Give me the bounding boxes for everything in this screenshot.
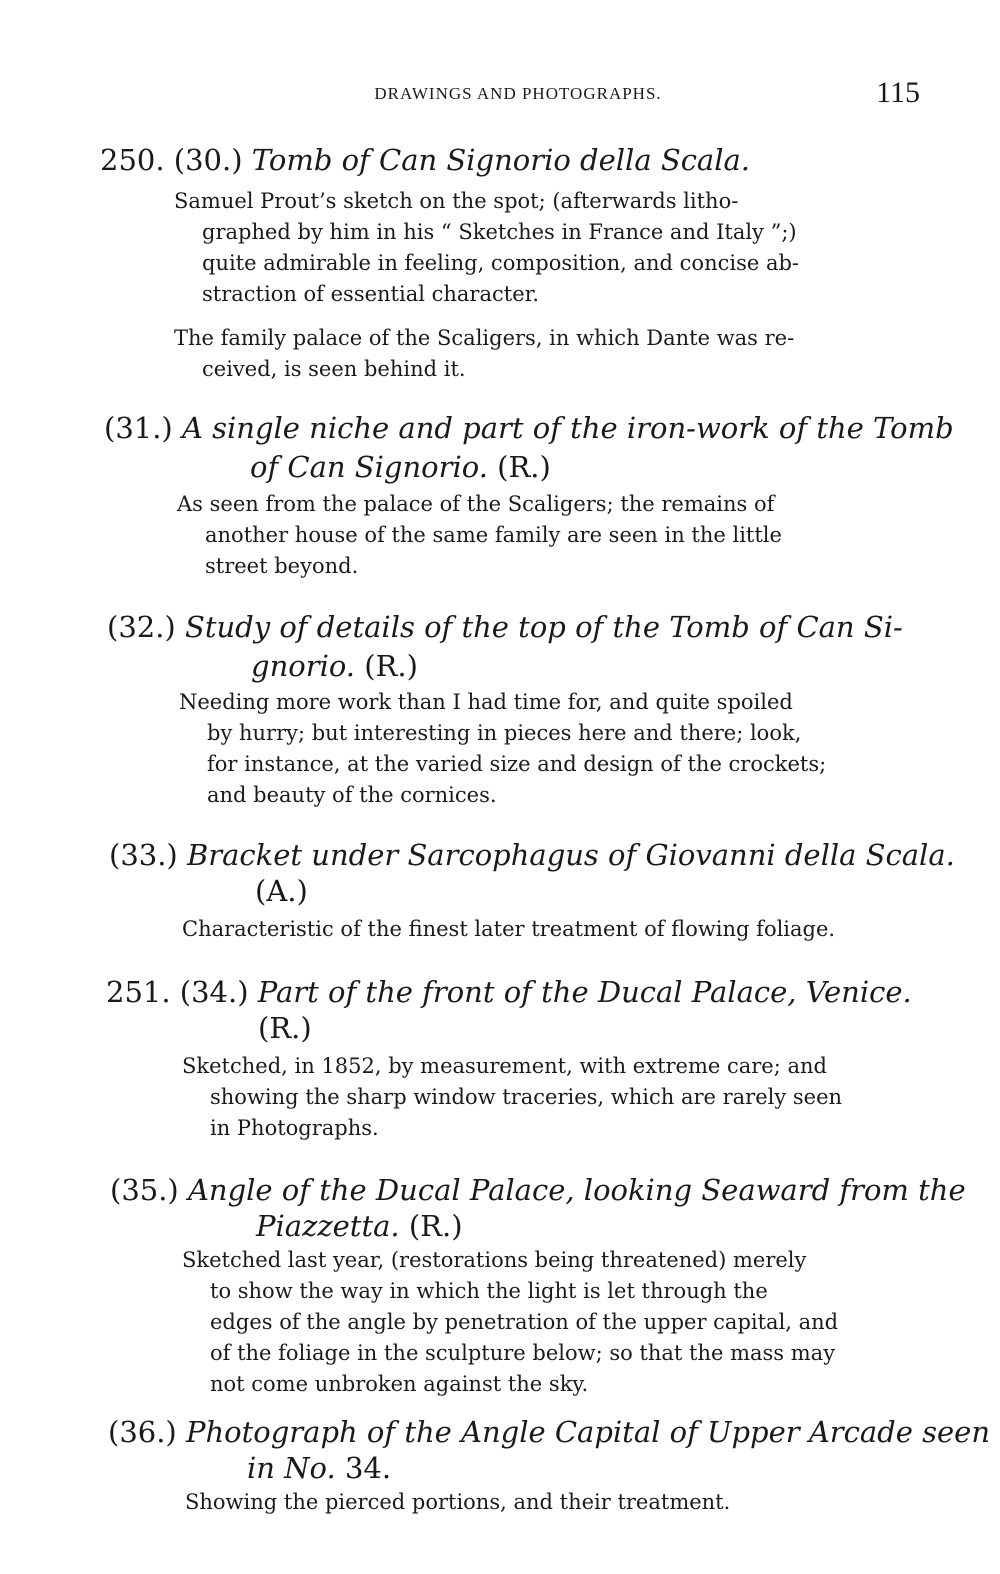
entry-description (182, 1051, 842, 1144)
entry-heading (108, 1414, 990, 1450)
entry-credit: (A.) (255, 874, 308, 908)
entry-heading (100, 142, 750, 178)
description-line: straction of essential character. (202, 282, 540, 306)
entry-description (185, 1487, 730, 1518)
description-line: Sketched, in 1852, by measurement, with extreme care; and (182, 1054, 827, 1078)
entry-title: A single niche and part of the iron-work of the Tomb (181, 411, 954, 445)
entry-title: Photograph of the Angle Capital of Upper Arcade seen (185, 1415, 991, 1449)
entry-subnumber: (34.) (179, 975, 249, 1009)
entry-heading-continued (247, 1450, 391, 1486)
description-line: Needing more work than I had time for, and quite spoiled (179, 690, 793, 714)
running-header (108, 78, 920, 118)
description-line: Samuel Prout’s sketch on the spot; (afterwards litho- (174, 189, 739, 213)
description-line: Sketched last year, (restorations being threatened) merely (182, 1248, 807, 1272)
entry-number: 250. (100, 143, 165, 177)
description-line: As seen from the palace of the Scaligers; the remains of (177, 492, 775, 516)
entry-heading-continued (251, 648, 418, 684)
entry-subnumber: (31.) (104, 411, 173, 445)
entry-description (179, 687, 826, 811)
entry-title: Angle of the Ducal Palace, looking Seaward from the (187, 1173, 966, 1207)
description-line: for instance, at the varied size and design of the crockets; (207, 752, 827, 776)
description-line: The family palace of the Scaligers, in which Dante was re- (174, 326, 795, 350)
entry-subnumber: (30.) (173, 143, 243, 177)
entry-credit: (R.) (497, 450, 551, 484)
description-line: by hurry; but interesting in pieces here and there; look, (207, 721, 802, 745)
description-line: showing the sharp window traceries, which are rarely seen (210, 1085, 843, 1109)
description-line: another house of the same family are seen in the little (205, 523, 782, 547)
entry-number: 251. (106, 975, 171, 1009)
entry-description (177, 489, 782, 582)
entry-heading (106, 974, 912, 1010)
entry-credit: (R.) (364, 649, 418, 683)
entry-heading (107, 609, 903, 645)
entry-subnumber: (33.) (109, 838, 178, 872)
entry-title: Tomb of Can Signorio della Scala. (251, 143, 751, 177)
entry-title: Study of details of the top of the Tomb of Can Si- (184, 610, 903, 644)
entry-subnumber: (35.) (110, 1173, 179, 1207)
entry-title-word: in (247, 1451, 275, 1485)
entry-title-continued: of Can Signorio. (250, 450, 488, 484)
entry-heading-continued (258, 1010, 312, 1046)
entry-title-continued: gnorio. (251, 649, 356, 683)
description-line: and beauty of the cornices. (207, 783, 497, 807)
running-title: DRAWINGS AND PHOTOGRAPHS. (374, 84, 662, 103)
entry-heading-continued (250, 449, 551, 485)
entry-description (182, 1245, 838, 1400)
description-line: in Photographs. (210, 1116, 379, 1140)
description-line: of the foliage in the sculpture below; so that the mass may (210, 1341, 836, 1365)
description-line: to show the way in which the light is let through the (210, 1279, 768, 1303)
entry-credit: (R.) (408, 1209, 463, 1243)
entry-credit: (R.) (258, 1011, 312, 1045)
description-line: ceived, is seen behind it. (202, 357, 466, 381)
entry-subnumber: (32.) (107, 610, 176, 644)
entry-title-continued: Piazzetta. (256, 1209, 400, 1243)
description-line: quite admirable in feeling, composition, and concise ab- (202, 251, 800, 275)
entry-heading (109, 837, 955, 873)
page-number: 115 (876, 76, 920, 109)
entry-title: Bracket under Sarcophagus of Giovanni della Scala. (186, 838, 955, 872)
entry-heading (110, 1172, 966, 1208)
entry-title-word: 34. (344, 1451, 392, 1485)
entry-heading-continued (255, 873, 308, 909)
description-line: Showing the pierced portions, and their treatment. (185, 1490, 731, 1514)
entry-subnumber: (36.) (108, 1415, 177, 1449)
description-line: graphed by him in his “ Sketches in France and Italy ”;) (202, 220, 797, 244)
description-line: street beyond. (205, 554, 359, 578)
entry-note (174, 323, 794, 385)
entry-heading-continued (256, 1208, 463, 1244)
entry-title: Part of the front of the Ducal Palace, Venice. (257, 975, 912, 1009)
description-line: Characteristic of the finest later treatment of flowing foliage. (182, 917, 836, 941)
entry-title-word: No. (284, 1451, 336, 1485)
entry-heading (104, 410, 954, 446)
entry-description (182, 914, 835, 945)
description-line: not come unbroken against the sky. (210, 1372, 589, 1396)
description-line: edges of the angle by penetration of the upper capital, and (210, 1310, 839, 1334)
entry-description (174, 186, 799, 310)
